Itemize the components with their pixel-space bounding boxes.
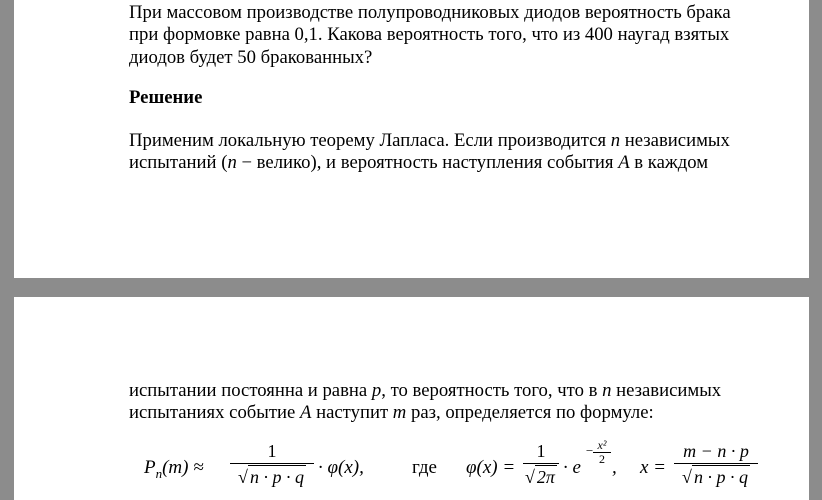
problem-statement <box>129 2 751 69</box>
problem-line-2: при формовке равна 0,1. Какова вероятность того, что из 400 наугад взятых <box>129 24 730 46</box>
math-var-n: n <box>610 130 621 151</box>
math-var-a: A <box>300 402 312 424</box>
text-segment: испытаний ( <box>129 152 228 174</box>
formula-lhs <box>144 457 204 482</box>
exp-denominator: 2 <box>599 452 605 466</box>
math-var-n: n <box>227 152 237 174</box>
math-var-a: A <box>618 152 630 174</box>
solution-heading: Решение <box>129 87 203 108</box>
text-segment: независимых <box>620 130 730 151</box>
text-segment: , то вероятность того, что в <box>381 380 603 401</box>
formula-exp-minus: − <box>585 443 594 458</box>
text-segment: раз, определяется по формуле: <box>406 402 654 424</box>
text-segment: испытании постоянна и равна <box>129 380 372 401</box>
text-segment: Применим локальную теорему Лапласа. Если производится <box>129 130 611 151</box>
math-var-n: n <box>602 380 612 401</box>
sqrt-content: n · p · q <box>249 467 304 487</box>
problem-line-1: При массовом производстве полупроводниковых диодов вероятность брака <box>129 2 731 23</box>
text-segment: наступит <box>311 402 393 424</box>
formula-sub-n: n <box>155 465 163 481</box>
document-page-2 <box>14 297 809 500</box>
solution-paragraph-1 <box>129 130 751 175</box>
sqrt-sign: √ <box>238 467 248 487</box>
formula-fraction-2 <box>523 439 559 490</box>
formula-x-lhs: x = <box>640 457 667 478</box>
formula-phi-mult: · φ(x), <box>318 457 364 478</box>
formula-fraction-3 <box>674 439 758 490</box>
sqrt-sign: √ <box>525 467 535 487</box>
formula-where: где <box>412 457 437 478</box>
fraction-numerator: m − n · p <box>683 441 749 461</box>
text-segment: в каждом <box>629 152 709 174</box>
formula-fraction-1 <box>230 439 314 490</box>
fraction-numerator: 1 <box>267 441 277 461</box>
formula-arg: (m) ≈ <box>162 457 204 478</box>
text-segment: независимых <box>611 380 722 401</box>
formula-exp-fraction <box>593 439 611 466</box>
text-segment: испытаниях событие <box>129 402 300 424</box>
formula-exp-base: · e <box>563 457 581 478</box>
sqrt-sign: √ <box>682 467 692 487</box>
sqrt-content: 2π <box>536 467 555 487</box>
formula-comma: , <box>612 457 617 478</box>
text-segment: − велико), и вероятность наступления события <box>236 152 619 174</box>
laplace-formula <box>144 439 794 499</box>
sqrt-content: n · p · q <box>693 467 748 487</box>
exp-numerator: x² <box>597 438 607 452</box>
document-page-1 <box>14 0 809 278</box>
math-var-m: m <box>392 402 407 424</box>
formula-p: P <box>144 457 156 478</box>
fraction-numerator: 1 <box>536 441 546 461</box>
math-var-p: p <box>371 380 382 401</box>
formula-phi-lhs: φ(x) = <box>466 457 516 478</box>
problem-line-3: диодов будет 50 бракованных? <box>129 46 373 68</box>
solution-paragraph-2 <box>129 380 751 425</box>
